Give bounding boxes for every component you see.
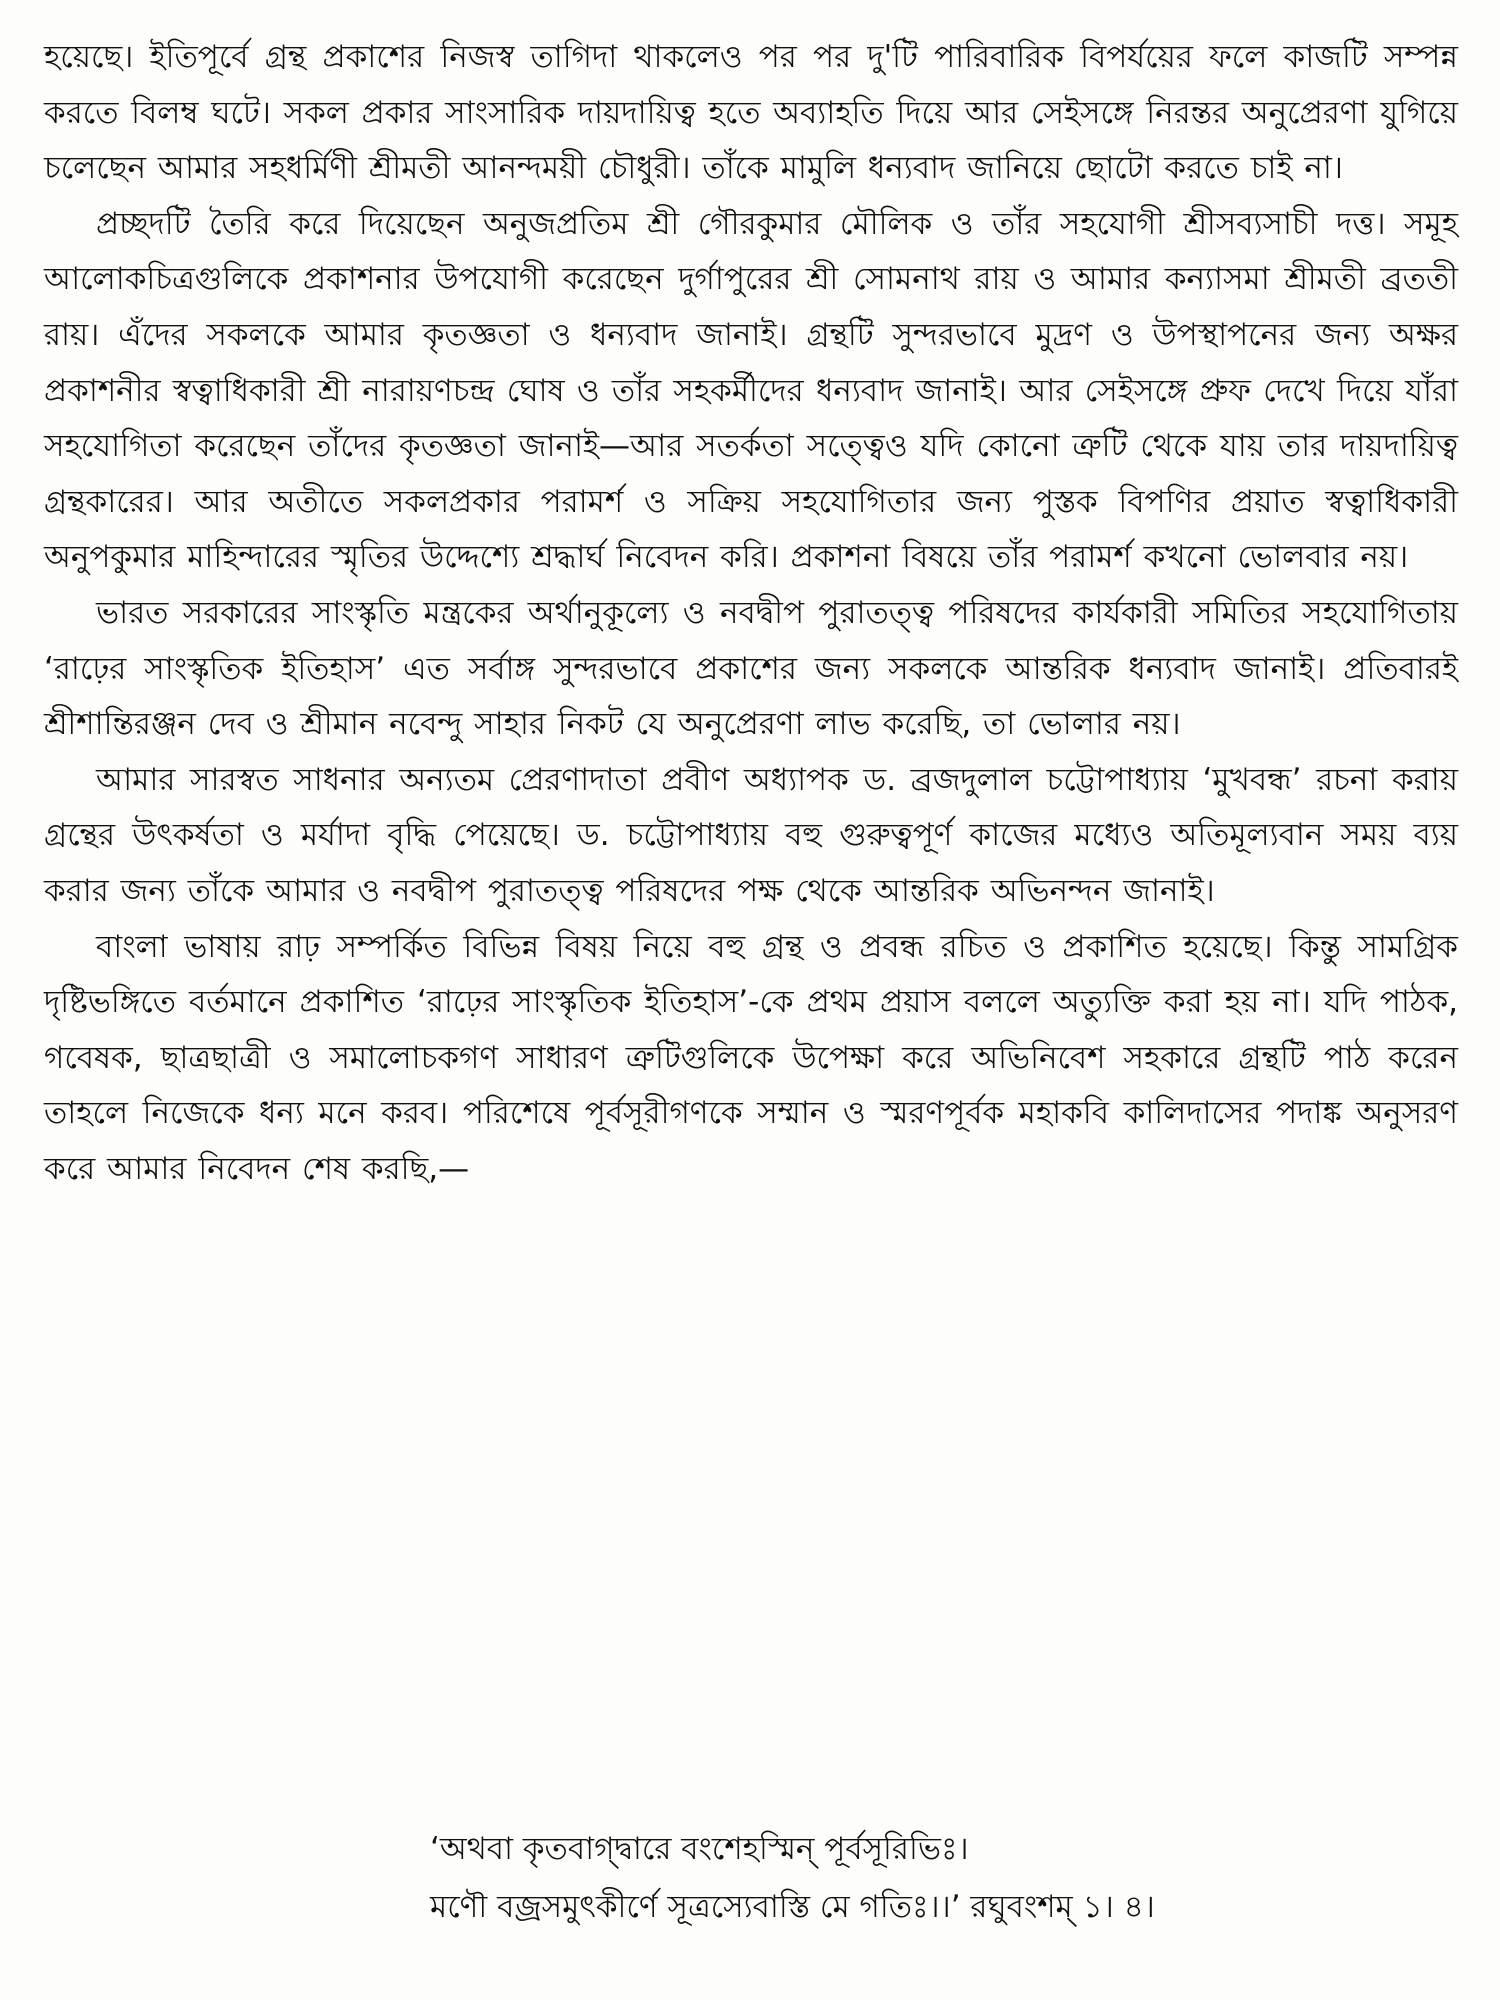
verse-line: মণৌ বজ্রসমুৎকীর্ণে সূত্রস্যেবাস্তি মে গতিঃ।।’ রঘুবংশম্‌ ১। ৪। [430,1889,1155,1925]
paragraph-government-support: ভারত সরকারের সাংস্কৃতি মন্ত্রকের অর্থানুকূল্যে ও নবদ্বীপ পুরাতত্ত্ব পরিষদের কার্যকারী সমিতির সহযোগিতায় ‘রাঢ়ের সাংস্কৃতিক ইতিহাস’ এত সর্বাঙ্গ সুন্দরভাবে প্রকাশের জন্য সকলকে আন্তরিক ধন্যবাদ জানাই। প্রতিবারই শ্রীশান্তিরঞ্জন দেব ও শ্রীমান নবেন্দু সাহার নিকট যে অনুপ্রেরণা লাভ করেছি, তা ভোলার নয়। [44,594,1458,743]
body-text [44,30,1458,1197]
verse-line: ‘অথবা কৃতবাগ্‌দ্বারে বংশেহস্মিন্‌ পূর্বসূরিভিঃ। [430,1831,969,1867]
paragraph-foreword-thanks: আমার সারস্বত সাধনার অন্যতম প্রেরণাদাতা প্রবীণ অধ্যাপক ড. ব্রজদুলাল চট্টোপাধ্যায় ‘মুখবন্ধ’ রচনা করায় গ্রন্থের উৎকর্ষতা ও মর্যাদা বৃদ্ধি পেয়েছে। ড. চট্টোপাধ্যায় বহু গুরুত্বপূর্ণ কাজের মধ্যেও অতিমূল্যবান সময় ব্যয় করার জন্য তাঁকে আমার ও নবদ্বীপ পুরাতত্ত্ব পরিষদের পক্ষ থেকে আন্তরিক অভিনন্দন জানাই। [44,761,1458,909]
paragraph-continued: হয়েছে। ইতিপূর্বে গ্রন্থ প্রকাশের নিজস্ব তাগিদা থাকলেও পর পর দু'টি পারিবারিক বিপর্যয়ের ফলে কাজটি সম্পন্ন করতে বিলম্ব ঘটে। সকল প্রকার সাংসারিক দায়দায়িত্ব হতে অব্যাহতি দিয়ে আর সেইসঙ্গে নিরন্তর অনুপ্রেরণা যুগিয়ে চলেছেন আমার সহধর্মিণী শ্রীমতী আনন্দময়ী চৌধুরী। তাঁকে মামুলি ধন্যবাদ জানিয়ে ছোটো করতে চাই না। [44,39,1458,187]
paragraph-closing: বাংলা ভাষায় রাঢ় সম্পর্কিত বিভিন্ন বিষয় নিয়ে বহু গ্রন্থ ও প্রবন্ধ রচিত ও প্রকাশিত হয়েছে। কিন্তু সামগ্রিক দৃষ্টিভঙ্গিতে বর্তমানে প্রকাশিত ‘রাঢ়ের সাংস্কৃতিক ইতিহাস’-কে প্রথম প্রয়াস বললে অত্যুক্তি করা হয় না। যদি পাঠক, গবেষক, ছাত্রছাত্রী ও সমালোচকগণ সাধারণ ত্রুটিগুলিকে উপেক্ষা করে অভিনিবেশ সহকারে গ্রন্থটি পাঠ করেন তাহলে নিজেকে ধন্য মনে করব। পরিশেষে পূর্বসূরীগণকে সম্মান ও স্মরণপূর্বক মহাকবি কালিদাসের পদাঙ্ক অনুসরণ করে আমার নিবেদন শেষ করছি,— [44,928,1458,1187]
verse-quotation [430,1820,1470,1936]
paragraph-acknowledgements: প্রচ্ছদটি তৈরি করে দিয়েছেন অনুজপ্রতিম শ্রী গৌরকুমার মৌলিক ও তাঁর সহযোগী শ্রীসব্যসাচী দত্ত। সমূহ আলোকচিত্রগুলিকে প্রকাশনার উপযোগী করেছেন দুর্গাপুরের শ্রী সোমনাথ রায় ও আমার কন্যাসমা শ্রীমতী ব্রততী রায়। এঁদের সকলকে আমার কৃতজ্ঞতা ও ধন্যবাদ জানাই। গ্রন্থটি সুন্দরভাবে মুদ্রণ ও উপস্থাপনের জন্য অক্ষর প্রকাশনীর স্বত্বাধিকারী শ্রী নারায়ণচন্দ্র ঘোষ ও তাঁর সহকর্মীদের ধন্যবাদ জানাই। আর সেইসঙ্গে প্রুফ দেখে দিয়ে যাঁরা সহযোগিতা করেছেন তাঁদের কৃতজ্ঞতা জানাই—আর সতর্কতা সত্ত্বেও যদি কোনো ত্রুটি থেকে যায় তার দায়দায়িত্ব গ্রন্থকারের। আর অতীতে সকলপ্রকার পরামর্শ ও সক্রিয় সহযোগিতার জন্য পুস্তক বিপণির প্রয়াত স্বত্বাধিকারী অনুপকুমার মাহিন্দারের স্মৃতির উদ্দেশ্যে শ্রদ্ধার্ঘ নিবেদন করি। প্রকাশনা বিষয়ে তাঁর পরামর্শ কখনো ভোলবার নয়। [44,205,1458,576]
